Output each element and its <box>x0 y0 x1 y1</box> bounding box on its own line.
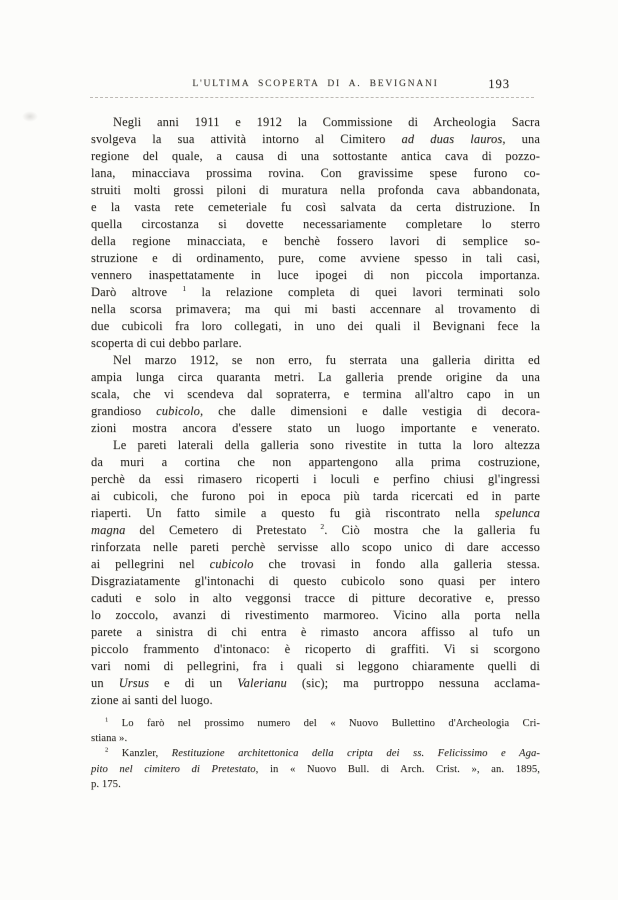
paragraph <box>91 114 540 352</box>
text-line: stiana ». <box>91 733 128 745</box>
text-line: Disgraziatamente gl'intonachi di questo cubicolo sono quasi per intero <box>91 574 540 588</box>
text-line: svolgeva la sua attività intorno al Cimitero ad duas lauros, una <box>91 132 540 146</box>
text-line: vennero inaspettatamente in luce ipogei di non piccola importanza. <box>91 268 540 282</box>
text-line: caduti e solo in alto veggonsi tracce di pitture decorative e, presso <box>91 591 540 605</box>
header-rule <box>90 97 534 98</box>
text-line: ai pellegrini nel cubicolo che trovasi in fondo alla galleria stessa. <box>91 557 540 571</box>
footnote <box>91 746 540 792</box>
text-line: ai cubicoli, che furono poi in epoca più tarda ricercati ed in parte <box>91 489 540 503</box>
footnote <box>91 716 540 746</box>
text-line: Le pareti laterali della galleria sono rivestite in tutta la loro altezza <box>113 438 540 452</box>
text-line: nella scorsa primavera; ma qui mi basti accennare al trovamento di <box>91 302 540 316</box>
body-text <box>91 114 540 709</box>
scan-smudge <box>22 111 38 122</box>
text-line: vari nomi di pellegrini, fra i quali si leggono chiaramente quelli di <box>91 659 540 673</box>
text-line: parete a sinistra di chi entra è rimasto ancora affisso al tufo un <box>91 625 540 639</box>
text-line: regione del quale, a causa di una sottostante antica cava di pozzo- <box>91 149 540 163</box>
paragraph <box>91 352 540 437</box>
text-line: struzione e di ordinamento, pure, come avviene spesso in tali casi, <box>91 251 540 265</box>
text-line: lo zoccolo, avanzi di rivestimento marmoreo. Vicino alla porta nella <box>91 608 540 622</box>
text-line: riaperti. Un fatto simile a questo fu già riscontrato nella spelunca <box>91 506 540 520</box>
text-line: lana, minacciava prossima rovina. Con gravissime spese furono co- <box>91 166 540 180</box>
running-head <box>91 79 540 95</box>
paragraph <box>91 437 540 709</box>
text-line: Nel marzo 1912, se non erro, fu sterrata una galleria diritta ed <box>113 353 540 367</box>
text-line: grandioso cubicolo, che dalle dimensioni e dalle vestigia di decora- <box>91 404 540 418</box>
text-line: p. 175. <box>91 778 121 790</box>
running-header-title: L'ULTIMA SCOPERTA DI A. BEVIGNANI <box>192 79 439 89</box>
text-line: rinforzata nelle pareti perchè servisse allo scopo unico di dare accesso <box>91 540 540 554</box>
text-line: e la vasta rete cemeteriale fu così salvata da certa distruzione. In <box>91 200 540 214</box>
text-line: ampia lunga circa quaranta metri. La galleria prende origine da una <box>91 370 540 384</box>
text-line: $^1$ Lo farò nel prossimo numero del « Nuovo Bullettino d'Archeologia Cri- <box>105 716 540 729</box>
text-line: piccolo frammento d'intonaco: è ricoperto di graffiti. Vi si scorgono <box>91 642 540 656</box>
text-line: zioni mostra ancora d'essere stato un luogo importante e venerato. <box>91 421 540 435</box>
text-line: scoperta di cui debbo parlare. <box>91 336 242 350</box>
text-line: Darò altrove $^1$ la relazione completa di quei lavori terminati solo <box>91 283 540 299</box>
text-line: Negli anni 1911 e 1912 la Commissione di Archeologia Sacra <box>113 115 540 129</box>
page-number: 193 <box>488 77 510 91</box>
text-line: scala, che vi scendeva dal sopraterra, e termina all'altro capo in un <box>91 387 540 401</box>
text-line: un Ursus e di un Valerianu (sic); ma purtroppo nessuna acclama- <box>91 676 540 690</box>
text-line: due cubicoli fra loro collegati, in uno dei quali il Bevignani fece la <box>91 319 540 333</box>
text-line: della regione minacciata, e benchè fossero lavori di semplice so- <box>91 234 540 248</box>
text-line: struiti molti grossi piloni di muratura nella profonda cava abbandonata, <box>91 183 540 197</box>
text-line: pito nel cimitero di Pretestato, in « Nuovo Bull. di Arch. Crist. », an. 1895, <box>91 763 540 775</box>
text-line: da muri a cortina che non appartengono alla prima costruzione, <box>91 455 540 469</box>
text-line: magna del Cemetero di Pretestato $^2$. Ciò mostra che la galleria fu <box>91 521 540 537</box>
text-line: $^2$ Kanzler, Restituzione architettonica della cripta dei ss. Felicissimo e Aga- <box>105 746 540 760</box>
text-line: perchè da essi rimasero ricoperti i loculi e perfino chiusi gl'ingressi <box>91 472 540 486</box>
text-line: zione ai santi del luogo. <box>91 693 213 707</box>
footnotes <box>91 716 540 792</box>
text-line: quella circostanza si dovette necessariamente completare lo sterro <box>91 217 540 231</box>
